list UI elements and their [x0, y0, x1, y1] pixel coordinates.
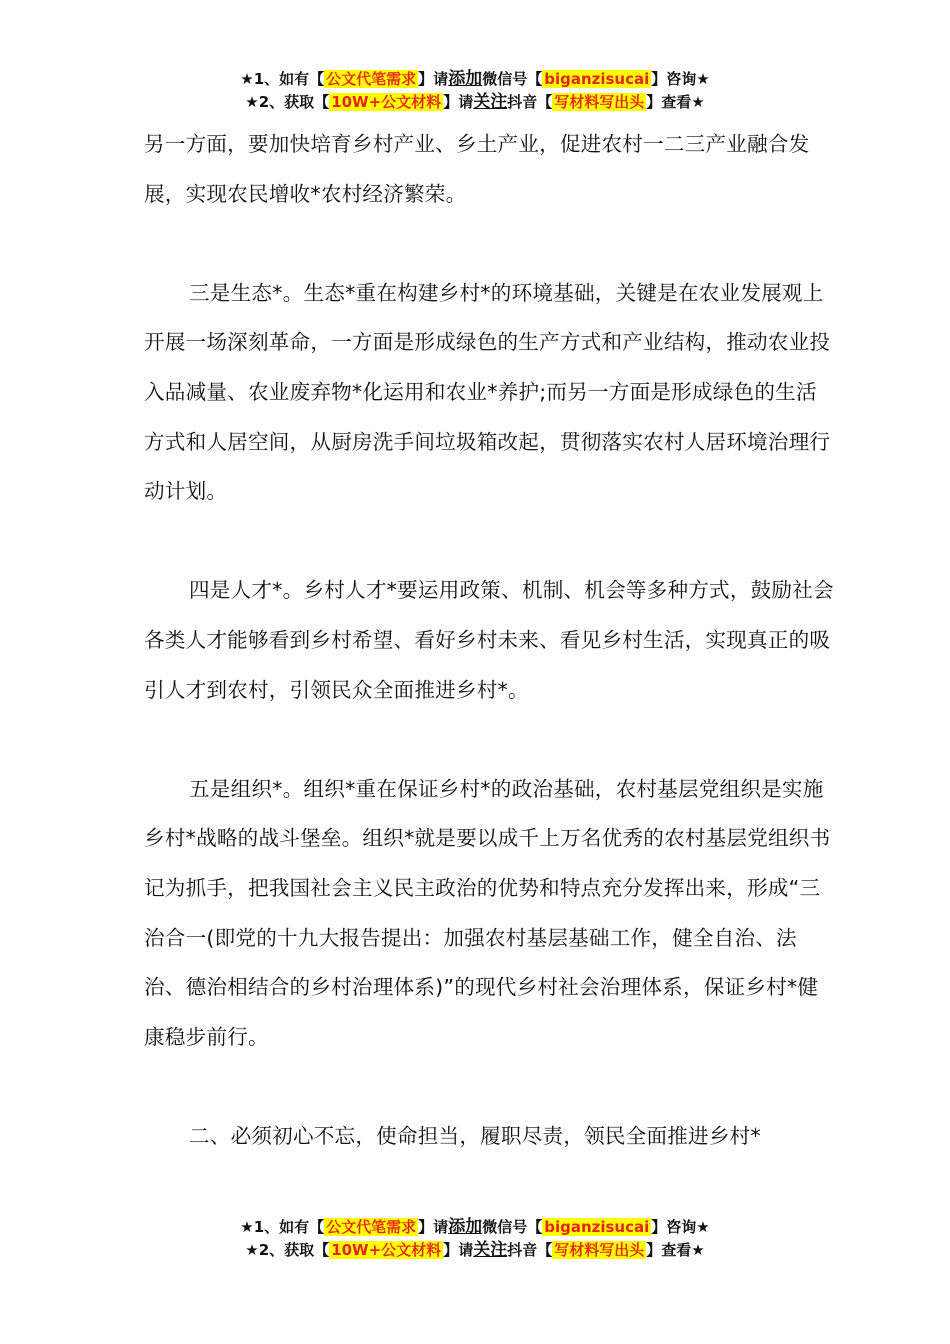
highlight-douyin-account: 写材料写出头	[554, 1241, 645, 1259]
banner-text: ★2、获取【	[245, 1241, 330, 1259]
banner-text: 】请	[418, 1218, 449, 1236]
banner-text: ★2、获取【	[245, 93, 330, 111]
banner-line-1	[0, 1216, 950, 1239]
highlight-service: 公文代笔需求	[326, 70, 417, 88]
highlight-wechat-id: biganzisucai	[544, 70, 650, 88]
banner-text: 】请	[443, 1241, 474, 1259]
banner-text: 微信号【	[482, 1218, 543, 1236]
underlined-text: 关注	[473, 1240, 508, 1260]
banner-line-1	[0, 68, 950, 91]
header-banner	[0, 68, 950, 114]
paragraph: 四是人才*。乡村人才*要运用政策、机制、机会等多种方式，鼓励社会各类人才能够看到乡村希望、看好乡村未来、看见乡村生活，实现真正的吸引人才到农村，引领民众全面推进乡村*。	[144, 578, 834, 702]
highlight-materials: 10W+公文材料	[331, 93, 442, 111]
banner-text: 】请	[443, 93, 474, 111]
banner-text: 微信号【	[482, 70, 543, 88]
document-body	[144, 120, 834, 1211]
banner-text: 】咨询★	[651, 1218, 710, 1236]
highlight-materials: 10W+公文材料	[331, 1241, 442, 1259]
paragraph: 另一方面，要加快培育乡村产业、乡土产业，促进农村一二三产业融合发展，实现农民增收*农村经济繁荣。	[144, 132, 810, 206]
banner-text: 抖音【	[507, 1241, 553, 1259]
paragraph: 五是组织*。组织*重在保证乡村*的政治基础，农村基层党组织是实施乡村*战略的战斗堡垒。组织*就是要以成千上万名优秀的农村基层党组织书记为抓手，把我国社会主义民主政治的优势和特点充分发挥出来，形成“三治合一(即党的十九大报告提出：加强农村基层基础工作，健全自治、法治、德治相结合的乡村治理体系)”的现代乡村社会治理体系，保证乡村*健康稳步前行。	[144, 776, 831, 1049]
banner-text: 】查看★	[646, 93, 705, 111]
underlined-text: 添加	[448, 69, 483, 89]
section-heading: 二、必须初心不忘，使命担当，履职尽责，领民全面推进乡村*	[189, 1123, 761, 1148]
banner-text: 】请	[418, 70, 449, 88]
underlined-text: 关注	[473, 92, 508, 112]
underlined-text: 添加	[448, 1217, 483, 1237]
footer-banner	[0, 1216, 950, 1262]
banner-text: 】咨询★	[651, 70, 710, 88]
banner-text: 抖音【	[507, 93, 553, 111]
highlight-douyin-account: 写材料写出头	[554, 93, 645, 111]
banner-text: 】查看★	[646, 1241, 705, 1259]
highlight-wechat-id: biganzisucai	[544, 1218, 650, 1236]
banner-text: ★1、如有【	[240, 70, 325, 88]
highlight-service: 公文代笔需求	[326, 1218, 417, 1236]
paragraph: 三是生态*。生态*重在构建乡村*的环境基础，关键是在农业发展观上开展一场深刻革命，一方面是形成绿色的生产方式和产业结构，推动农业投入品减量、农业废弃物*化运用和农业*养护;而另一方面是形成绿色的生活方式和人居空间，从厨房洗手间垃圾箱改起，贯彻落实农村人居环境治理行动计划。	[144, 280, 831, 504]
banner-text: ★1、如有【	[240, 1218, 325, 1236]
banner-line-2	[0, 91, 950, 114]
banner-line-2	[0, 1239, 950, 1262]
